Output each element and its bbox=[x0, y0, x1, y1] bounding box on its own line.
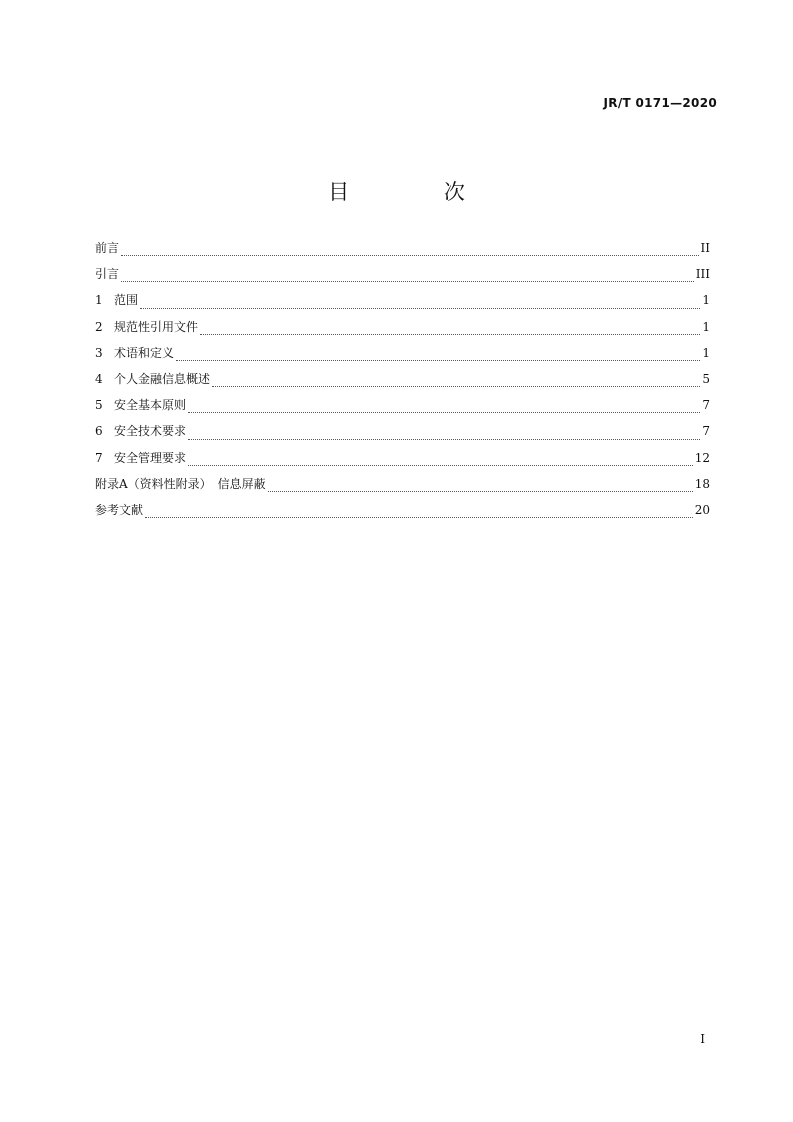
toc-entry-title: 附录A（资料性附录） 信息屏蔽 bbox=[95, 476, 266, 491]
toc-entry-page: 7 bbox=[702, 424, 710, 439]
toc-entry-page: 12 bbox=[694, 450, 710, 465]
toc-dot-leader bbox=[268, 491, 693, 492]
toc-entry-number: 2 bbox=[95, 319, 103, 334]
toc-entry-appendix-a[interactable] bbox=[95, 475, 710, 501]
toc-entry-page: 7 bbox=[702, 398, 710, 413]
toc-entry-number: 1 bbox=[95, 293, 103, 308]
toc-entry-page: 1 bbox=[702, 319, 710, 334]
toc-entry-introduction[interactable] bbox=[95, 265, 710, 291]
toc-entry-technical-requirements[interactable] bbox=[95, 422, 710, 448]
toc-entry-number: 3 bbox=[95, 345, 103, 360]
toc-entry-title: 安全技术要求 bbox=[114, 424, 187, 439]
toc-entry-overview[interactable] bbox=[95, 370, 710, 396]
toc-entry-title: 前言 bbox=[95, 241, 120, 255]
page-title: 目 次 bbox=[328, 180, 509, 204]
toc-entry-title: 参考文献 bbox=[95, 502, 144, 517]
toc-entry-page: 1 bbox=[702, 345, 710, 360]
page-number: I bbox=[700, 1032, 705, 1046]
toc-entry-number: 7 bbox=[95, 450, 103, 465]
toc-entry-scope[interactable] bbox=[95, 291, 710, 317]
toc-dot-leader bbox=[145, 517, 693, 518]
toc-dot-leader bbox=[121, 281, 694, 282]
standard-code: JR/T 0171—2020 bbox=[603, 96, 717, 110]
toc-entry-page: III bbox=[695, 267, 710, 282]
toc-entry-title: 范围 bbox=[114, 293, 139, 308]
toc-entry-number: 6 bbox=[95, 424, 103, 439]
toc-entry-number: 4 bbox=[95, 371, 103, 386]
toc-dot-leader bbox=[140, 308, 700, 309]
toc-entry-title: 规范性引用文件 bbox=[114, 319, 199, 334]
toc-entry-title: 安全管理要求 bbox=[114, 450, 187, 465]
toc-entry-bibliography[interactable] bbox=[95, 501, 710, 527]
toc-dot-leader bbox=[188, 465, 693, 466]
toc-entry-title: 引言 bbox=[95, 267, 120, 282]
toc-entry-normative-references[interactable] bbox=[95, 318, 710, 344]
toc-entry-page: 18 bbox=[694, 476, 710, 491]
toc-entry-basic-principles[interactable] bbox=[95, 396, 710, 422]
toc-entry-number: 5 bbox=[95, 398, 103, 413]
toc-dot-leader bbox=[121, 255, 699, 256]
toc-entry-terms-definitions[interactable] bbox=[95, 344, 710, 370]
toc-entry-page: 20 bbox=[694, 502, 710, 517]
toc-entry-page: 5 bbox=[702, 371, 710, 386]
table-of-contents bbox=[95, 239, 710, 527]
toc-entry-title: 个人金融信息概述 bbox=[114, 371, 211, 386]
toc-entry-preface[interactable] bbox=[95, 239, 710, 265]
toc-dot-leader bbox=[200, 334, 700, 335]
toc-entry-title: 安全基本原则 bbox=[114, 398, 187, 413]
toc-entry-page: 1 bbox=[702, 293, 710, 308]
toc-dot-leader bbox=[188, 412, 700, 413]
toc-dot-leader bbox=[188, 439, 700, 440]
toc-dot-leader bbox=[176, 360, 700, 361]
toc-entry-page: II bbox=[700, 241, 710, 255]
toc-dot-leader bbox=[212, 386, 700, 387]
toc-entry-title: 术语和定义 bbox=[114, 345, 175, 360]
toc-entry-management-requirements[interactable] bbox=[95, 449, 710, 475]
